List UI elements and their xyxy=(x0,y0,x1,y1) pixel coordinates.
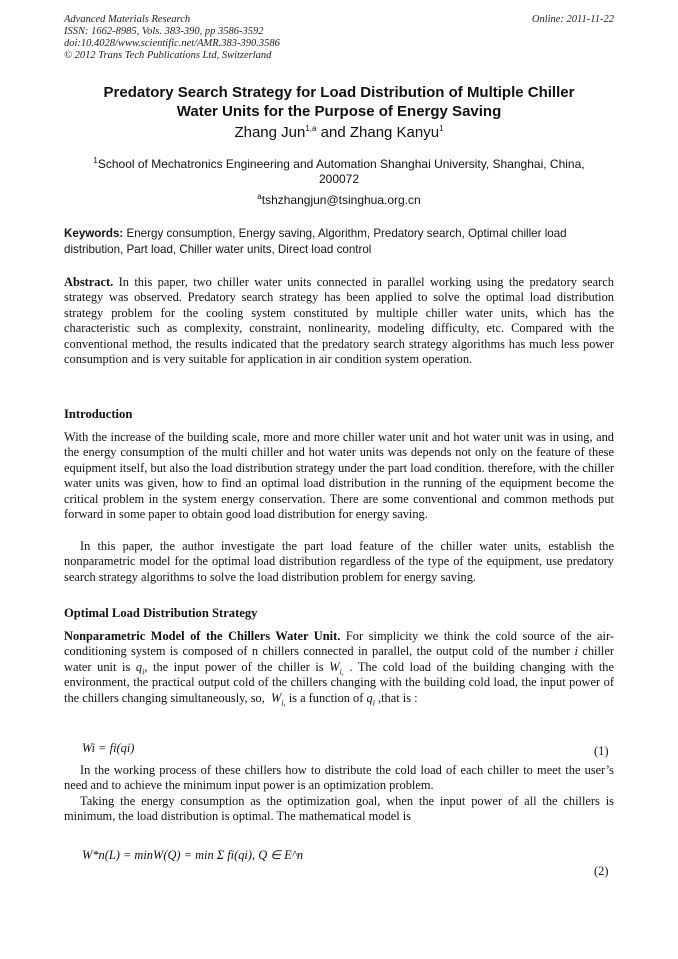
author-1-sup: 1,a xyxy=(305,124,317,133)
doi-line: doi:10.4028/www.scientific.net/AMR.383-390.3586 xyxy=(64,38,280,49)
p1-text-e: is a function of xyxy=(285,690,367,705)
keywords-text: Energy consumption, Energy saving, Algorithm, Predatory search, Optimal chiller load distribution, Part load, Chiller water units, Direct load control xyxy=(64,227,567,256)
intro-heading: Introduction xyxy=(64,407,133,421)
equation-1-number: (1) xyxy=(594,744,609,758)
author-2-sup: 1 xyxy=(439,124,444,133)
abstract xyxy=(64,275,614,367)
p1-var-q2: q xyxy=(366,690,373,705)
p1-var-i: i xyxy=(574,644,578,659)
p1-text-f: ,that is : xyxy=(374,690,418,705)
optimal-paragraph-2: In the working process of these chillers how to distribute the cold load of each chiller to meet the user’s need and to achieve the minimum input power is an optimization problem. xyxy=(64,763,614,793)
p1-var-w-sub: i, xyxy=(339,667,344,677)
affiliation-sup: 1 xyxy=(93,156,98,165)
journal-header xyxy=(64,14,280,62)
optimal-paragraph-1 xyxy=(64,629,618,708)
affiliation-text: School of Mechatronics Engineering and Automation Shanghai University, Shanghai, China, 200072 xyxy=(97,157,585,186)
journal-name: Advanced Materials Research xyxy=(64,14,191,25)
p1-var-q-sub: i xyxy=(142,667,145,677)
p1-var-q2-sub: i xyxy=(372,698,375,708)
equation-2-number: (2) xyxy=(594,864,609,878)
affiliation xyxy=(72,157,606,187)
keywords-label: Keywords: xyxy=(64,227,124,240)
author-1: Zhang Jun xyxy=(234,124,306,141)
equation-1: Wi = fi(qi) xyxy=(82,741,135,755)
nonparametric-subheading: Nonparametric Model of the Chillers Water Unit. xyxy=(64,629,341,643)
equation-2: W*n(L) = minW(Q) = min Σ fi(qi), Q ∈ E^n xyxy=(82,848,304,862)
title-line-2: Water Units for the Purpose of Energy Saving xyxy=(176,103,502,120)
abstract-label: Abstract. xyxy=(64,275,114,289)
author-line xyxy=(60,124,618,142)
p1-var-w2: W xyxy=(271,690,282,705)
author-2: Zhang Kanyu xyxy=(349,124,440,141)
keywords xyxy=(64,226,614,257)
issn-line: ISSN: 1662-8985, Vols. 383-390, pp 3586-3592 xyxy=(64,26,264,37)
email-sup: a xyxy=(257,192,262,201)
paper-title xyxy=(60,83,618,121)
p1-text-c: , the input power of the chiller is xyxy=(144,659,330,674)
copyright-line: © 2012 Trans Tech Publications Ltd, Switzerland xyxy=(64,50,272,61)
abstract-text: In this paper, two chiller water units connected in parallel working using the predatory search strategy was observed. Predatory search strategy has been applied to solve the optimal load distribution strategy problem for the cooling system constituted by multiple chiller water units, which has the characteristic such as complexity, constraint, nonlinearity, modeling difficulty, etc. Compared with the conventional method, the results indicated that the predatory search strategy algorithms has much less power consumption and is very suitable for application in air condition system operation. xyxy=(64,275,614,367)
intro-paragraph-1: With the increase of the building scale, more and more chiller water unit and hot water unit was in using, and the energy consumption of the multi chiller and hot water units was depends not only on the feature of these equipment itself, but also the load distribution strategy under the part load condition. therefore, with the chiller water units was given, how to find an optimal load distribution in the running of the equipment become the critical problem in the system energy conservation. There are some conventional and common methods put forward in some paper to obtain good load distribution for energy saving. xyxy=(64,430,614,522)
online-date: Online: 2011-11-22 xyxy=(531,14,614,25)
email-address[interactable]: tshzhangjun@tsinghua.org.cn xyxy=(261,193,421,207)
optimal-heading: Optimal Load Distribution Strategy xyxy=(64,606,258,620)
p1-text-a: For simplicity we think the cold source of the air-conditioning system is composed of n chillers connected in parallel, the output cold of the number xyxy=(64,629,614,659)
p1-text-b: chiller water unit is xyxy=(64,644,614,674)
intro-paragraph-2: In this paper, the author investigate the part load feature of the chiller water units, establish the nonparametric model for the optimal load distribution regardless of the type of the equipment, use predatory search strategy algorithms to solve the load distribution problem for energy saving. xyxy=(64,539,614,584)
email-line xyxy=(60,193,618,208)
author-and: and xyxy=(316,124,350,141)
p1-var-w: W xyxy=(329,659,340,674)
p1-text-d: . The cold load of the building changing with the environment, the practical output cold of the chillers changing with the building cold load, the input power of the chillers changing simultaneously, so, xyxy=(64,659,618,705)
title-line-1: Predatory Search Strategy for Load Distribution of Multiple Chiller xyxy=(103,84,575,101)
p1-var-w2-sub: i, xyxy=(281,698,286,708)
p1-var-q: q xyxy=(135,659,143,674)
optimal-paragraph-3: Taking the energy consumption as the optimization goal, when the input power of all the chillers is minimum, the load distribution is optimal. The mathematical model is xyxy=(64,794,614,824)
